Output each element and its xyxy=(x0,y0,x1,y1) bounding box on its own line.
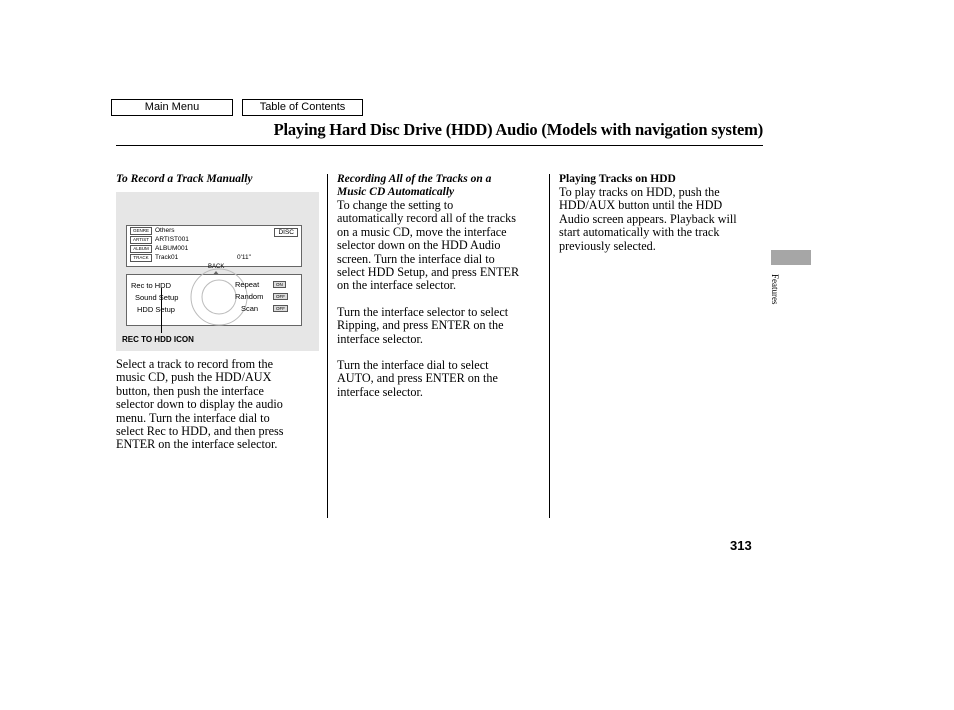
scan-status: OFF xyxy=(273,305,288,312)
audio-menu xyxy=(126,274,302,326)
page-number: 313 xyxy=(730,538,752,553)
menu-item-random[interactable]: Random xyxy=(235,292,264,301)
column-1 xyxy=(116,173,326,186)
menu-item-repeat[interactable]: Repeat xyxy=(235,280,260,289)
column-3 xyxy=(559,173,764,266)
menu-item-rec-to-hdd[interactable]: Rec to HDD xyxy=(131,281,172,290)
back-label: BACK xyxy=(208,264,225,270)
title-rule xyxy=(116,145,763,146)
section-heading-playing-tracks: Playing Tracks on HDD xyxy=(559,173,676,185)
figure-caption: REC TO HDD ICON xyxy=(122,335,194,344)
main-menu-button[interactable]: Main Menu xyxy=(111,99,233,116)
page-title: Playing Hard Disc Drive (HDD) Audio (Models with navigation system) xyxy=(273,120,763,139)
screen-row-album: ALBUM ALBUM001 xyxy=(130,245,188,253)
column-divider-2 xyxy=(549,174,550,518)
section-heading-record-auto: Recording All of the Tracks on a Music CD Automatically xyxy=(337,173,492,198)
menu-item-sound-setup[interactable]: Sound Setup xyxy=(135,293,179,302)
callout-line xyxy=(161,288,162,333)
audio-screen-figure xyxy=(116,192,319,351)
record-auto-paragraph-3: Turn the interface dial to select AUTO, and press ENTER on the interface selector. xyxy=(337,358,498,399)
menu-item-scan[interactable]: Scan xyxy=(241,304,259,313)
table-of-contents-button[interactable]: Table of Contents xyxy=(242,99,363,116)
screen-row-artist: ARTIST ARTIST001 xyxy=(130,236,189,244)
menu-item-hdd-setup[interactable]: HDD Setup xyxy=(137,305,175,314)
record-auto-paragraph-2: Turn the interface selector to select Ripping, and press ENTER on the interface selector. xyxy=(337,304,509,346)
playing-tracks-text: To play tracks on HDD, push the HDD/AUX button until the HDD Audio screen appears. Playback will start automatically with the track previously selected. xyxy=(559,185,737,253)
screen-row-track: TRACK Track01 xyxy=(130,254,178,262)
section-heading-record-manual: To Record a Track Manually xyxy=(116,173,253,185)
column-2 xyxy=(337,173,547,412)
random-status: OFF xyxy=(273,293,288,300)
record-manual-body xyxy=(116,358,326,465)
side-label-features: Features xyxy=(770,274,780,305)
section-tab xyxy=(771,250,811,265)
disc-badge: DISC xyxy=(274,228,298,237)
column-divider-1 xyxy=(327,174,328,518)
record-manual-text: Select a track to record from the music CD, push the HDD/AUX button, then push the interface selector down to display the audio menu. Turn the interface dial to select Rec to HDD, and then press ENTER on the interface selector. xyxy=(116,357,284,452)
screen-row-genre: GENRE Others xyxy=(130,227,175,235)
track-time: 0'11" xyxy=(237,254,251,261)
hdd-audio-screen xyxy=(126,225,302,267)
repeat-status: ON xyxy=(273,281,286,288)
record-auto-paragraph-1: To change the setting to automatically record all of the tracks on a music CD, move the interface selector down on the HDD Audio screen. Turn the interface dial to select HDD Setup, and press ENTER on the interface selector. xyxy=(337,198,520,293)
